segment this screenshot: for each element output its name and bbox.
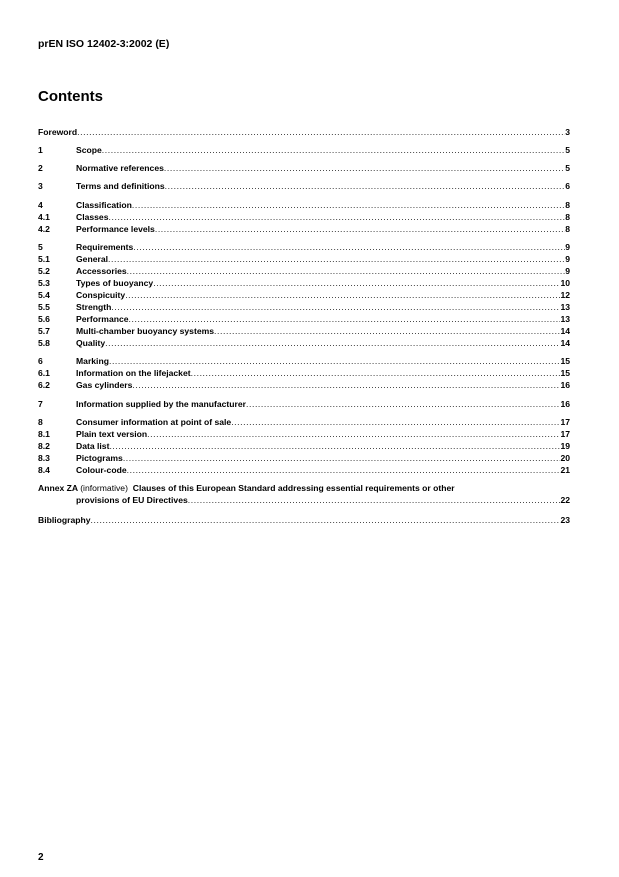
dot-leader: [102, 144, 565, 156]
toc-entry[interactable]: [38, 440, 570, 452]
toc-entry-page: 10: [560, 278, 570, 288]
toc-entry-number: 4.1: [38, 212, 50, 222]
toc-entry-number: 6: [38, 356, 43, 366]
toc-entry-page: 17: [560, 429, 570, 439]
toc-entry-bibliography[interactable]: [38, 514, 570, 526]
toc-entry-number: 5: [38, 242, 43, 252]
dot-leader: [127, 265, 566, 277]
toc-entry-page: 21: [560, 465, 570, 475]
toc-entry-number: 8.4: [38, 465, 50, 475]
dot-leader: [109, 355, 560, 367]
toc-entry-page: 9: [565, 242, 570, 252]
toc-entry-title: Plain text version: [76, 429, 148, 439]
toc-entry-number: 1: [38, 145, 43, 155]
toc-entry-page: 14: [560, 326, 570, 336]
toc-entry[interactable]: [38, 337, 570, 349]
dot-leader: [129, 313, 561, 325]
dot-leader: [109, 440, 560, 452]
annex-title-line1: Clauses of this European Standard addressing essential requirements or other: [132, 483, 455, 493]
page-title: Contents: [38, 88, 103, 105]
toc-entry[interactable]: [38, 223, 570, 235]
toc-entry[interactable]: [38, 241, 570, 253]
toc-entry[interactable]: [38, 162, 570, 174]
dot-leader: [246, 398, 560, 410]
toc-entry-page: 8: [565, 212, 570, 222]
toc-entry-title: Consumer information at point of sale: [76, 417, 232, 427]
toc-entry[interactable]: [38, 301, 570, 313]
toc-entry[interactable]: [38, 398, 570, 410]
toc-entry[interactable]: [38, 211, 570, 223]
toc-entry-page: 3: [565, 127, 570, 137]
toc-entry-number: 3: [38, 181, 43, 191]
toc-entry-number: 4.2: [38, 224, 50, 234]
toc-entry-title: Information on the lifejacket: [76, 368, 191, 378]
toc-entry-page: 13: [560, 302, 570, 312]
toc-entry[interactable]: [38, 265, 570, 277]
dot-leader: [91, 514, 561, 526]
toc-entry-annex-za[interactable]: [38, 482, 570, 508]
annex-title-line2: provisions of EU Directives: [76, 495, 188, 505]
dot-leader: [191, 367, 561, 379]
toc-entry[interactable]: [38, 289, 570, 301]
toc-entry-page: 5: [565, 163, 570, 173]
dot-leader: [165, 180, 566, 192]
dot-leader: [109, 211, 566, 223]
toc-entry[interactable]: [38, 428, 570, 440]
dot-leader: [133, 241, 565, 253]
toc-entry-title: Classification: [76, 200, 132, 210]
toc-entry-page: 8: [565, 200, 570, 210]
dot-leader: [214, 325, 560, 337]
dot-leader: [132, 379, 560, 391]
page-number: 2: [38, 852, 44, 863]
toc-entry-number: 8: [38, 417, 43, 427]
toc-entry[interactable]: [38, 144, 570, 156]
annex-qualifier: (informative): [80, 483, 128, 493]
toc-entry-page: 16: [560, 399, 570, 409]
dot-leader: [127, 464, 561, 476]
dot-leader: [108, 253, 565, 265]
toc-entry-title: Colour-code: [76, 465, 127, 475]
toc-entry-page: 15: [560, 368, 570, 378]
toc-entry[interactable]: [38, 452, 570, 464]
dot-leader: [77, 126, 565, 138]
toc-entry-title: Information supplied by the manufacturer: [76, 399, 246, 409]
toc-entry-title: Classes: [76, 212, 109, 222]
toc-entry-number: 2: [38, 163, 43, 173]
toc-entry-page: 6: [565, 181, 570, 191]
toc-entry-number: 5.2: [38, 266, 50, 276]
toc-entry[interactable]: [38, 464, 570, 476]
dot-leader: [132, 199, 565, 211]
toc-entry-page: 9: [565, 266, 570, 276]
dot-leader: [123, 452, 561, 464]
toc-entry-page: 20: [560, 453, 570, 463]
toc-entry-title: Performance: [76, 314, 129, 324]
dot-leader: [105, 337, 560, 349]
toc-entry-title: Normative references: [76, 163, 164, 173]
toc-entry-title: Data list: [76, 441, 110, 451]
toc-entry[interactable]: [38, 199, 570, 211]
dot-leader: [111, 301, 560, 313]
toc-entry[interactable]: [38, 416, 570, 428]
toc-entry-title: Performance levels: [76, 224, 155, 234]
toc-entry-title: Conspicuity: [76, 290, 126, 300]
toc-entry-title: Pictograms: [76, 453, 123, 463]
toc-entry-title: Gas cylinders: [76, 380, 133, 390]
toc-entry-page: 19: [560, 441, 570, 451]
dot-leader: [188, 494, 561, 506]
toc-entry-page: 5: [565, 145, 570, 155]
toc-entry[interactable]: [38, 379, 570, 391]
toc-entry-title: Terms and definitions: [76, 181, 165, 191]
dot-leader: [125, 289, 560, 301]
toc-entry[interactable]: [38, 180, 570, 192]
toc-entry[interactable]: [38, 277, 570, 289]
toc-entry-title: Strength: [76, 302, 112, 312]
toc-entry-page: 12: [560, 290, 570, 300]
dot-leader: [155, 223, 565, 235]
toc-entry-number: 5.1: [38, 254, 50, 264]
dot-leader: [231, 416, 560, 428]
toc-entry-number: 5.7: [38, 326, 50, 336]
toc-entry-title: Marking: [76, 356, 109, 366]
toc-entry-number: 6.2: [38, 380, 50, 390]
toc-entry-title: Multi-chamber buoyancy systems: [76, 326, 215, 336]
toc-entry-page: 22: [560, 495, 570, 505]
toc-entry-number: 5.4: [38, 290, 50, 300]
dot-leader: [153, 277, 560, 289]
toc-entry-title: Types of buoyancy: [76, 278, 154, 288]
toc-entry-page: 8: [565, 224, 570, 234]
dot-leader: [164, 162, 565, 174]
toc-entry-page: 13: [560, 314, 570, 324]
toc-entry[interactable]: [38, 367, 570, 379]
toc-entry-page: 16: [560, 380, 570, 390]
annex-label: Annex ZA: [38, 483, 78, 493]
toc-entry-number: 8.1: [38, 429, 50, 439]
toc-entry-title: Foreword: [38, 127, 78, 137]
toc-entry-number: 5.5: [38, 302, 50, 312]
toc-entry-page: 23: [560, 515, 570, 525]
toc-entry[interactable]: [38, 355, 570, 367]
toc-entry-title: Quality: [76, 338, 106, 348]
toc-entry[interactable]: [38, 325, 570, 337]
toc-entry-number: 5.8: [38, 338, 50, 348]
toc-entry-page: 14: [560, 338, 570, 348]
toc-entry-number: 8.3: [38, 453, 50, 463]
toc-entry[interactable]: [38, 253, 570, 265]
toc-entry-number: 8.2: [38, 441, 50, 451]
toc-entry-page: 15: [560, 356, 570, 366]
toc-entry-title: General: [76, 254, 109, 264]
toc-entry-title: Scope: [76, 145, 102, 155]
toc-entry-page: 9: [565, 254, 570, 264]
toc-entry-number: 5.6: [38, 314, 50, 324]
toc-entry-page: 17: [560, 417, 570, 427]
toc-entry-number: 7: [38, 399, 43, 409]
toc-entry-title: Requirements: [76, 242, 134, 252]
document-id: prEN ISO 12402-3:2002 (E): [38, 38, 170, 50]
toc-entry-title: Accessories: [76, 266, 127, 276]
toc-entry[interactable]: [38, 313, 570, 325]
toc-entry-foreword[interactable]: [38, 126, 570, 138]
toc-entry-number: 4: [38, 200, 43, 210]
toc-entry-title: Bibliography: [38, 515, 91, 525]
dot-leader: [147, 428, 560, 440]
toc-entry-number: 6.1: [38, 368, 50, 378]
toc-entry-number: 5.3: [38, 278, 50, 288]
